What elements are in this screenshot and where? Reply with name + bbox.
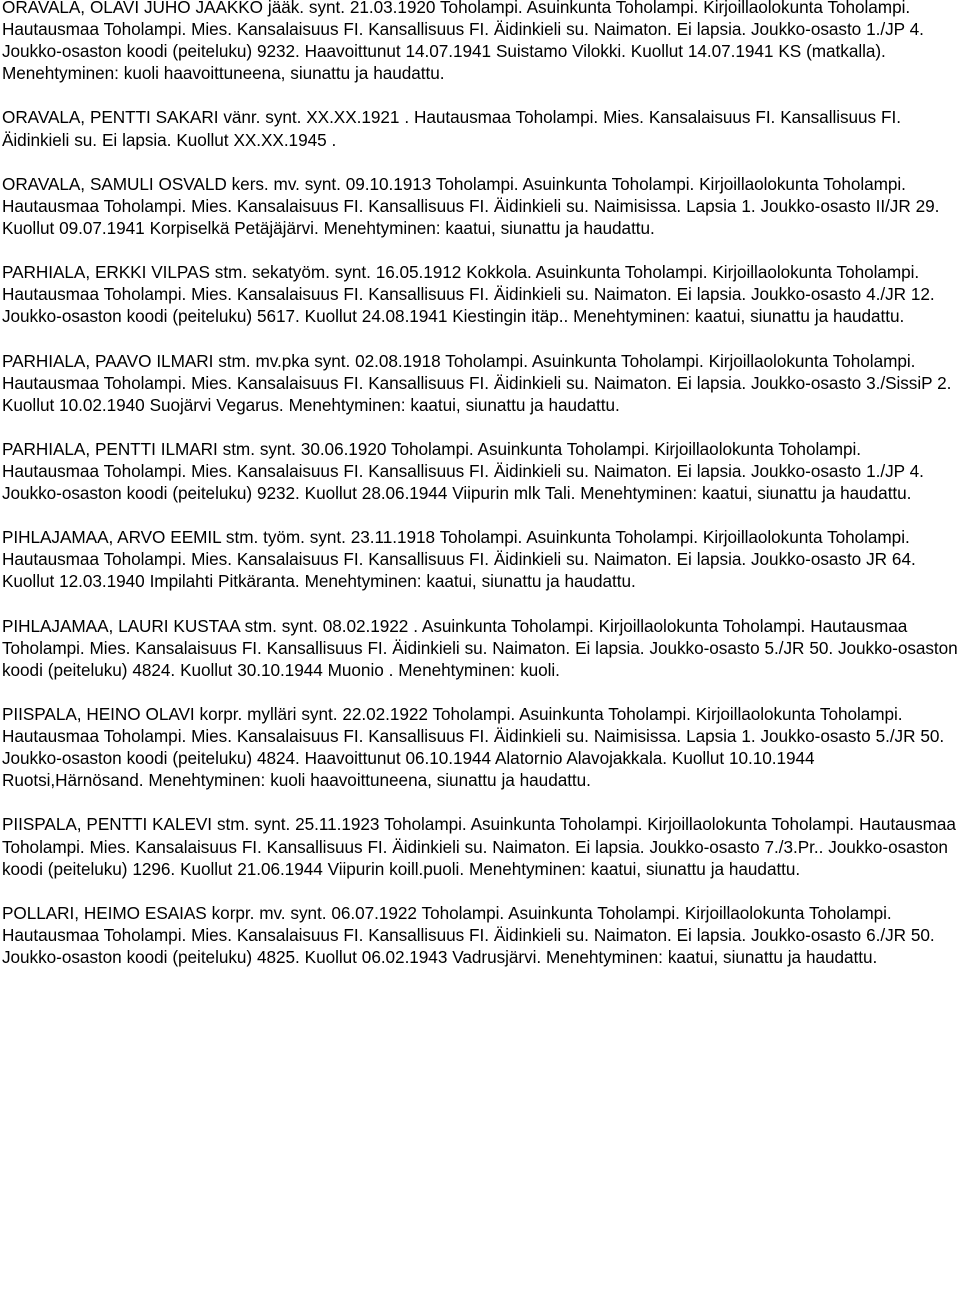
record-parhiala-paavo: PARHIALA, PAAVO ILMARI stm. mv.pka synt. 02.08.1918 Toholampi. Asuinkunta Toholampi. Kirjoillaolokunta Toholampi. Hautausmaa Toholampi. Mies. Kansalaisuus FI. Kansallisuus FI. Äidinkieli su. Naimaton. Ei lapsia. Joukko-osasto 3./SissiP 2. Kuollut 10.02.1940 Suojärvi Vegarus. Menehtyminen: kaatui, siunattu ja haudattu. [2, 350, 952, 415]
record-piispala-heino: PIISPALA, HEINO OLAVI korpr. mylläri synt. 22.02.1922 Toholampi. Asuinkunta Toholampi. Kirjoillaolokunta Toholampi. Hautausmaa Toholampi. Mies. Kansalaisuus FI. Kansallisuus FI. Äidinkieli su. Naimisissa. Lapsia 1. Joukko-osasto 5./JR 50. Joukko-osaston koodi (peiteluku) 4824. Haavoittunut 06.10.1944 Alatornio Alavojakkala. Kuollut 10.10.1944 Ruotsi,Härnösand. Menehtyminen: kuoli haavoittuneena, siunattu ja haudattu. [2, 704, 945, 791]
record-parhiala-erkki: PARHIALA, ERKKI VILPAS stm. sekatyöm. synt. 16.05.1912 Kokkola. Asuinkunta Toholampi. Kirjoillaolokunta Toholampi. Hautausmaa Toholampi. Mies. Kansalaisuus FI. Kansallisuus FI. Äidinkieli su. Naimaton. Ei lapsia. Joukko-osasto 4./JR 12. Joukko-osaston koodi (peiteluku) 5617. Kuollut 24.08.1941 Kiestingin itäp.. Menehtyminen: kaatui, siunattu ja haudattu. [2, 262, 935, 327]
record-parhiala-pentti: PARHIALA, PENTTI ILMARI stm. synt. 30.06.1920 Toholampi. Asuinkunta Toholampi. Kirjoillaolokunta Toholampi. Hautausmaa Toholampi. Mies. Kansalaisuus FI. Kansallisuus FI. Äidinkieli su. Naimaton. Ei lapsia. Joukko-osasto 1./JP 4. Joukko-osaston koodi (peiteluku) 9232. Kuollut 28.06.1944 Viipurin mlk Tali. Menehtyminen: kaatui, siunattu ja haudattu. [2, 438, 924, 504]
record-oravala-pentti: ORAVALA, PENTTI SAKARI vänr. synt. XX.XX.1921 . Hautausmaa Toholampi. Mies. Kansalaisuus FI. Kansallisuus FI. Äidinkieli su. Ei lapsia. Kuollut XX.XX.1945 . [2, 107, 901, 150]
record-pihlajamaa-arvo: PIHLAJAMAA, ARVO EEMIL stm. työm. synt. 23.11.1918 Toholampi. Asuinkunta Toholampi. Kirjoillaolokunta Toholampi. Hautausmaa Toholampi. Mies. Kansalaisuus FI. Kansallisuus FI. Äidinkieli su. Naimaton. Ei lapsia. Joukko-osasto JR 64. Kuollut 12.03.1940 Impilahti Pitkäranta. Menehtyminen: kaatui, siunattu ja haudattu. [2, 527, 916, 592]
record-pollari-heimo: POLLARI, HEIMO ESAIAS korpr. mv. synt. 06.07.1922 Toholampi. Asuinkunta Toholampi. Kirjoillaolokunta Toholampi. Hautausmaa Toholampi. Mies. Kansalaisuus FI. Kansallisuus FI. Äidinkieli su. Naimaton. Ei lapsia. Joukko-osasto 6./JR 50. Joukko-osaston koodi (peiteluku) 4825. Kuollut 06.02.1943 Vadrusjärvi. Menehtyminen: kaatui, siunattu ja haudattu. [2, 902, 935, 968]
record-piispala-pentti: PIISPALA, PENTTI KALEVI stm. synt. 25.11.1923 Toholampi. Asuinkunta Toholampi. Kirjoillaolokunta Toholampi. Hautausmaa Toholampi. Mies. Kansalaisuus FI. Kansallisuus FI. Äidinkieli su. Naimaton. Ei lapsia. Joukko-osasto 7./3.Pr.. Joukko-osaston koodi (peiteluku) 1296. Kuollut 21.06.1944 Viipurin koill.puoli. Menehtyminen: kaatui, siunattu ja haudattu. [2, 814, 956, 879]
record-oravala-samuli: ORAVALA, SAMULI OSVALD kers. mv. synt. 09.10.1913 Toholampi. Asuinkunta Toholampi. Kirjoillaolokunta Toholampi. Hautausmaa Toholampi. Mies. Kansalaisuus FI. Kansallisuus FI. Äidinkieli su. Naimisissa. Lapsia 1. Joukko-osasto II/JR 29. Kuollut 09.07.1941 Korpiselkä Petäjäjärvi. Menehtyminen: kaatui, siunattu ja haudattu. [2, 173, 940, 238]
record-oravala-olavi: ORAVALA, OLAVI JUHO JAAKKO jääk. synt. 21.03.1920 Toholampi. Asuinkunta Toholampi. Kirjoillaolokunta Toholampi. Hautausmaa Toholampi. Mies. Kansalaisuus FI. Kansallisuus FI. Äidinkieli su. Naimaton. Ei lapsia. Joukko-osasto 1./JP 4. Joukko-osaston koodi (peiteluku) 9232. Haavoittunut 14.07.1941 Suistamo Vilokki. Kuollut 14.07.1941 KS (matkalla). Menehtyminen: kuoli haavoittuneena, siunattu ja haudattu. [2, 0, 924, 84]
record-pihlajamaa-lauri: PIHLAJAMAA, LAURI KUSTAA stm. synt. 08.02.1922 . Asuinkunta Toholampi. Kirjoillaolokunta Toholampi. Hautausmaa Toholampi. Mies. Kansalaisuus FI. Kansallisuus FI. Äidinkieli su. Naimaton. Ei lapsia. Joukko-osasto 5./JR 50. Joukko-osaston koodi (peiteluku) 4824. Kuollut 30.10.1944 Muonio . Menehtyminen: kuoli. [2, 615, 958, 680]
